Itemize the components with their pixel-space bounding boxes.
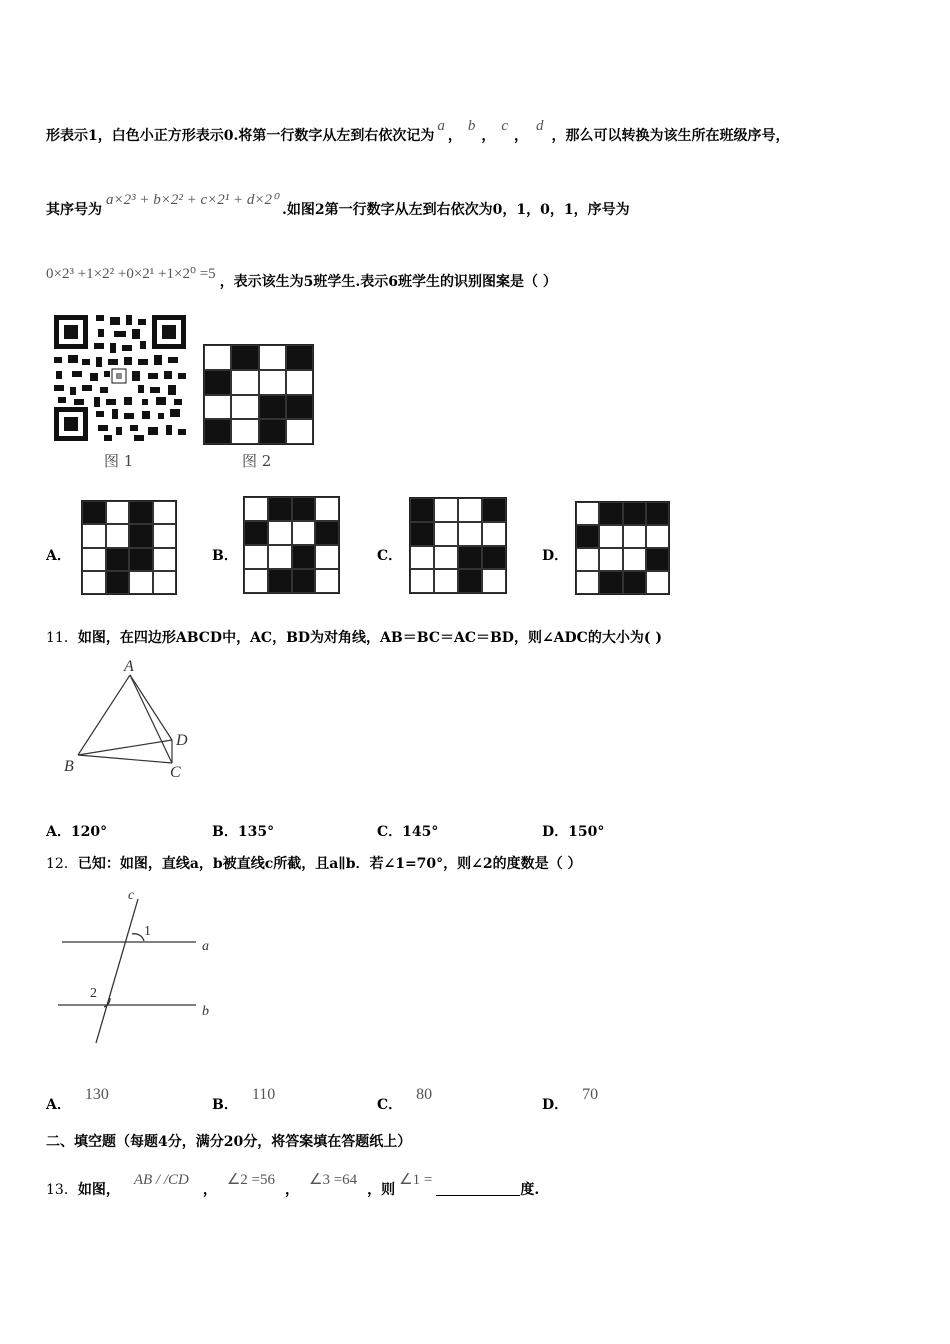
option-a-cell-1-1 [106, 524, 130, 547]
option-b-cell-0-1 [268, 497, 292, 521]
q10-option-d-grid[interactable] [575, 501, 670, 595]
q10-option-a-label[interactable]: A． [46, 548, 71, 564]
q13-text-mid: ，则 [367, 1182, 396, 1198]
option-a-cell-3-1 [106, 571, 130, 594]
figure2-cell-0-1 [231, 345, 258, 370]
option-b-cell-3-2 [292, 569, 316, 593]
option-d-cell-2-3 [646, 548, 669, 571]
option-value: 150° [568, 824, 605, 840]
q10-option-d-label[interactable]: D． [542, 548, 569, 564]
var-a: a [437, 118, 445, 134]
option-b-cell-0-0 [244, 497, 268, 521]
option-c-cell-1-0 [410, 522, 434, 546]
option-c-cell-2-2 [458, 546, 482, 570]
option-a-cell-0-2 [129, 501, 153, 524]
section2-title: 二、填空题（每题4分，满分20分，将答案填在答题纸上） [46, 1134, 412, 1150]
q12-option-a[interactable] [46, 1086, 109, 1114]
figure2-caption: 图 2 [242, 452, 272, 470]
para3-line [46, 264, 557, 292]
q12-option-d[interactable] [542, 1086, 598, 1114]
q10-option-b-grid[interactable] [243, 496, 340, 594]
sep: ， [285, 1182, 299, 1198]
q13-question [46, 1170, 539, 1200]
option-a-cell-0-3 [153, 501, 177, 524]
option-c-cell-3-1 [434, 569, 458, 593]
q13-ask: ∠1 = [399, 1172, 433, 1188]
q10-option-c-label[interactable]: C． [377, 548, 403, 564]
option-d-cell-3-0 [576, 571, 599, 594]
option-d-cell-1-0 [576, 525, 599, 548]
option-d-cell-0-2 [623, 502, 646, 525]
q13-answer-blank[interactable] [436, 1181, 520, 1196]
sep: ， [481, 128, 496, 144]
option-c-cell-0-1 [434, 498, 458, 522]
q12-question [46, 854, 582, 874]
option-c-cell-0-0 [410, 498, 434, 522]
option-label: D． [542, 824, 569, 840]
para1-text-start: 形表示1，白色小正方形表示0.将第一行数字从左到右依次记为 [46, 128, 435, 144]
figure2-cell-0-2 [259, 345, 286, 370]
q10-option-a-grid[interactable] [81, 500, 177, 595]
option-c-cell-0-2 [458, 498, 482, 522]
angle-2-label: 2 [90, 986, 97, 1001]
option-b-cell-2-1 [268, 545, 292, 569]
option-d-cell-2-2 [623, 548, 646, 571]
q13-number: 13． [46, 1182, 78, 1198]
option-b-cell-1-0 [244, 521, 268, 545]
option-a-cell-2-0 [82, 548, 106, 571]
option-a-cell-2-3 [153, 548, 177, 571]
q12-option-b[interactable] [212, 1086, 275, 1114]
point-d-label: D [176, 732, 188, 749]
option-c-cell-1-3 [482, 522, 506, 546]
figure2-cell-3-1 [231, 419, 258, 444]
line-c-label: c [128, 888, 135, 903]
option-value: 80 [416, 1086, 433, 1103]
option-b-cell-1-1 [268, 521, 292, 545]
q11-option-d[interactable] [542, 821, 604, 841]
point-a-label: A [124, 658, 134, 675]
figure2-cell-3-2 [259, 419, 286, 444]
option-value: 130 [84, 1086, 109, 1103]
q12-text: 已知：如图，直线a，b被直线c所截，且a∥b．若∠1=70°，则∠2的度数是（ ） [77, 856, 582, 872]
option-b-cell-2-3 [315, 545, 339, 569]
q12-option-c[interactable] [377, 1086, 432, 1114]
sep: ， [202, 1182, 217, 1198]
option-a-cell-0-0 [82, 501, 106, 524]
para2-text-end: .如图2第一行数字从左到右依次为0，1，0，1，序号为 [282, 202, 630, 218]
option-d-cell-2-0 [576, 548, 599, 571]
option-b-cell-3-0 [244, 569, 268, 593]
option-a-cell-1-0 [82, 524, 106, 547]
para3-formula: 0×2³ +1×2² +0×2¹ +1×2⁰ =5 [46, 266, 216, 282]
q13-text-start: 如图， [77, 1182, 120, 1198]
option-b-cell-2-2 [292, 545, 316, 569]
figure2-cell-1-1 [231, 370, 258, 395]
option-d-cell-0-3 [646, 502, 669, 525]
figure2-cell-1-3 [286, 370, 313, 395]
q13-unit: 度. [520, 1182, 540, 1198]
option-b-cell-0-3 [315, 497, 339, 521]
option-c-cell-0-3 [482, 498, 506, 522]
q11-option-c[interactable] [377, 821, 438, 841]
option-label: C． [377, 1097, 403, 1113]
option-c-cell-3-3 [482, 569, 506, 593]
option-d-cell-3-2 [623, 571, 646, 594]
sep: ， [447, 128, 462, 144]
figure1-caption: 图 1 [104, 452, 134, 470]
option-c-cell-1-1 [434, 522, 458, 546]
option-d-cell-1-3 [646, 525, 669, 548]
figure2-cell-0-0 [204, 345, 231, 370]
line-b-label: b [202, 1004, 209, 1019]
option-value: 110 [251, 1086, 276, 1103]
figure2-cell-1-2 [259, 370, 286, 395]
figure2-cell-3-0 [204, 419, 231, 444]
option-a-cell-3-0 [82, 571, 106, 594]
point-b-label: B [64, 758, 74, 775]
para2-text-start: 其序号为 [46, 202, 102, 218]
q12-parallel-lines-figure [50, 885, 220, 1045]
para2-line [46, 190, 630, 220]
option-label: C． [377, 824, 403, 840]
q11-option-b[interactable] [212, 821, 274, 841]
figure2-cell-3-3 [286, 419, 313, 444]
option-b-cell-3-3 [315, 569, 339, 593]
figure2-cell-2-2 [259, 395, 286, 420]
option-a-cell-3-2 [129, 571, 153, 594]
option-d-cell-2-1 [599, 548, 622, 571]
var-c: c [501, 118, 509, 134]
option-d-cell-0-1 [599, 502, 622, 525]
option-value: 135° [237, 824, 275, 840]
option-a-cell-2-1 [106, 548, 130, 571]
option-c-cell-3-0 [410, 569, 434, 593]
option-d-cell-1-2 [623, 525, 646, 548]
option-a-cell-1-2 [129, 524, 153, 547]
option-value: 120° [70, 824, 108, 840]
option-d-cell-1-1 [599, 525, 622, 548]
figure2-cell-2-3 [286, 395, 313, 420]
para1-line [46, 116, 790, 146]
option-value: 70 [582, 1086, 599, 1103]
option-c-cell-2-0 [410, 546, 434, 570]
var-d: d [536, 118, 544, 134]
option-c-cell-3-2 [458, 569, 482, 593]
para1-text-end: ，那么可以转换为该生所在班级序号， [551, 128, 790, 144]
option-a-cell-3-3 [153, 571, 177, 594]
option-label: B． [212, 824, 238, 840]
sep: ， [514, 128, 529, 144]
option-a-cell-2-2 [129, 548, 153, 571]
option-label: A． [46, 1097, 71, 1113]
figure2-cell-2-1 [231, 395, 258, 420]
option-label: A． [46, 824, 71, 840]
figure2-cell-0-3 [286, 345, 313, 370]
var-b: b [467, 118, 476, 134]
option-b-cell-0-2 [292, 497, 316, 521]
figure2-grid [203, 344, 314, 445]
option-a-cell-0-1 [106, 501, 130, 524]
point-c-label: C [170, 764, 181, 781]
option-c-cell-1-2 [458, 522, 482, 546]
option-b-cell-1-2 [292, 521, 316, 545]
option-d-cell-3-3 [646, 571, 669, 594]
option-b-cell-2-0 [244, 545, 268, 569]
angle-1-label: 1 [144, 924, 151, 939]
option-value: 145° [402, 824, 439, 840]
option-label: D． [542, 1097, 569, 1113]
option-label: B． [212, 1097, 238, 1113]
para3-text-end: ，表示该生为5班学生.表示6班学生的识别图案是（ ） [219, 274, 557, 290]
q13-condition-3: ∠3 =64 [309, 1172, 358, 1188]
option-d-cell-3-1 [599, 571, 622, 594]
option-c-cell-2-3 [482, 546, 506, 570]
option-b-cell-3-1 [268, 569, 292, 593]
qr-code-figure [52, 313, 188, 443]
q10-option-b-label[interactable]: B． [212, 548, 238, 564]
q11-number: 11． [46, 630, 78, 646]
option-b-cell-1-3 [315, 521, 339, 545]
q12-number: 12． [46, 856, 78, 872]
q11-option-a[interactable] [46, 821, 107, 841]
q10-option-c-grid[interactable] [409, 497, 507, 594]
para2-formula: a×2³ + b×2² + c×2¹ + d×2⁰ [106, 192, 279, 208]
q11-question [46, 628, 662, 648]
option-c-cell-2-1 [434, 546, 458, 570]
line-a-label: a [202, 939, 209, 954]
option-d-cell-0-0 [576, 502, 599, 525]
q11-quadrilateral-figure [60, 655, 200, 785]
option-a-cell-1-3 [153, 524, 177, 547]
q13-condition-1: AB / /CD [133, 1172, 189, 1188]
figure2-cell-1-0 [204, 370, 231, 395]
q11-text: 如图，在四边形ABCD中，AC，BD为对角线，AB＝BC＝AC＝BD，则∠ADC的大小为( ) [77, 630, 662, 646]
q13-condition-2: ∠2 =56 [226, 1172, 275, 1188]
figure2-cell-2-0 [204, 395, 231, 420]
